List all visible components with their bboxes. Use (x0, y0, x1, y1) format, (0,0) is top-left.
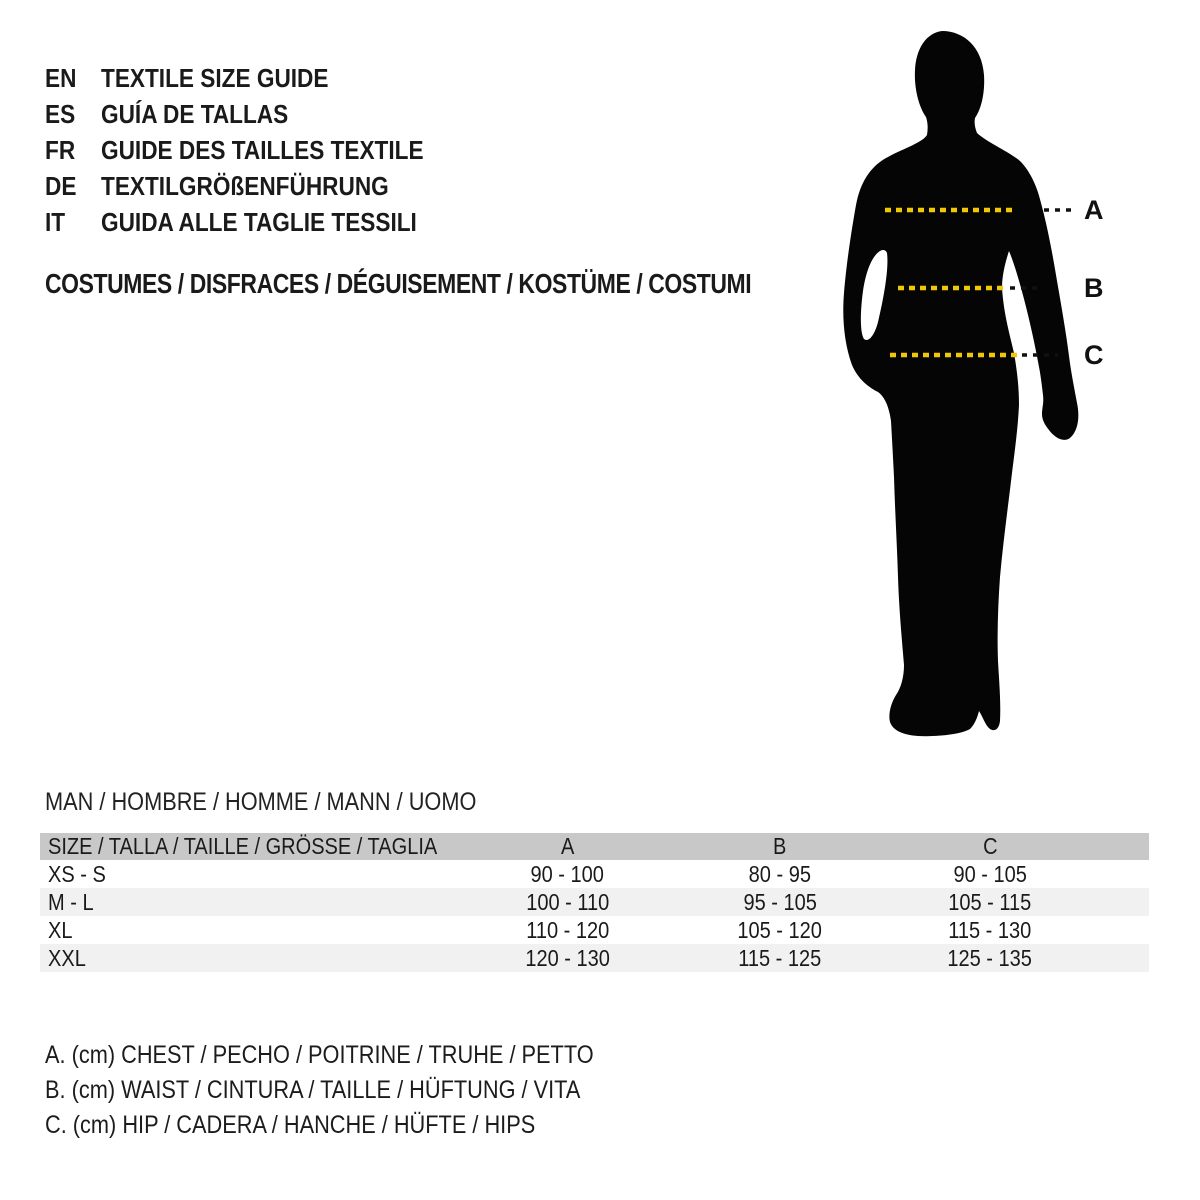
size-table-header (40, 833, 1149, 860)
table-row (40, 916, 1149, 944)
measure-label-b: B (1084, 273, 1104, 303)
value-cell-b: 105 - 120 (737, 917, 823, 943)
legend-line-chest: A. (cm) CHEST / PECHO / POITRINE / TRUHE / PETTO (45, 1041, 594, 1069)
table-row (40, 888, 1149, 916)
language-code: EN (45, 63, 77, 93)
language-list (45, 60, 472, 240)
size-cell: XL (48, 917, 73, 943)
language-label: GUÍA DE TALLAS (101, 99, 289, 129)
table-row (40, 944, 1149, 972)
header-size-label: SIZE / TALLA / TAILLE / GRÖSSE / TAGLIA (48, 833, 438, 859)
legend-line-hip: C. (cm) HIP / CADERA / HANCHE / HÜFTE / HIPS (45, 1111, 536, 1139)
language-label: TEXTILGRÖßENFÜHRUNG (101, 171, 389, 201)
value-cell-c: 115 - 130 (948, 917, 1032, 943)
language-code: ES (45, 99, 76, 129)
section-title: MAN / HOMBRE / HOMME / MANN / UOMO (45, 788, 477, 816)
value-cell-c: 125 - 135 (947, 945, 1033, 971)
value-cell-a: 120 - 130 (525, 945, 610, 971)
language-code: FR (45, 135, 76, 165)
header-col-b: B (773, 833, 787, 859)
measure-label-c: C (1084, 340, 1104, 370)
language-row (45, 96, 472, 132)
man-silhouette-figure (838, 25, 1110, 745)
legend-line-waist: B. (cm) WAIST / CINTURA / TAILLE / HÜFTUNG / VITA (45, 1076, 581, 1104)
value-cell-b: 115 - 125 (738, 945, 822, 971)
value-cell-a: 100 - 110 (525, 889, 610, 915)
measurement-legend (45, 1038, 676, 1143)
category-title: COSTUMES / DISFRACES / DÉGUISEMENT / KOSTÜME / COSTUMI (45, 268, 752, 299)
man-silhouette (843, 31, 1078, 736)
language-code: IT (45, 207, 66, 237)
value-cell-a: 110 - 120 (525, 917, 610, 943)
value-cell-c: 105 - 115 (948, 889, 1032, 915)
value-cell-a: 90 - 100 (530, 861, 605, 887)
language-row (45, 60, 472, 96)
size-table (40, 833, 1149, 972)
language-label: GUIDE DES TAILLES TEXTILE (101, 135, 424, 165)
language-code: DE (45, 171, 77, 201)
language-label: GUIDA ALLE TAGLIE TESSILI (101, 207, 417, 237)
value-cell-b: 95 - 105 (743, 889, 817, 915)
language-row (45, 168, 472, 204)
size-cell: XS - S (48, 861, 106, 887)
table-row (40, 860, 1149, 888)
language-label: TEXTILE SIZE GUIDE (101, 63, 329, 93)
language-row (45, 132, 472, 168)
header-col-c: C (982, 833, 998, 859)
value-cell-c: 90 - 105 (953, 861, 1027, 887)
measure-label-a: A (1084, 195, 1104, 225)
language-row (45, 204, 472, 240)
size-cell: M - L (48, 889, 94, 915)
size-cell: XXL (48, 945, 86, 971)
value-cell-b: 80 - 95 (748, 861, 812, 887)
header-col-a: A (560, 833, 575, 859)
